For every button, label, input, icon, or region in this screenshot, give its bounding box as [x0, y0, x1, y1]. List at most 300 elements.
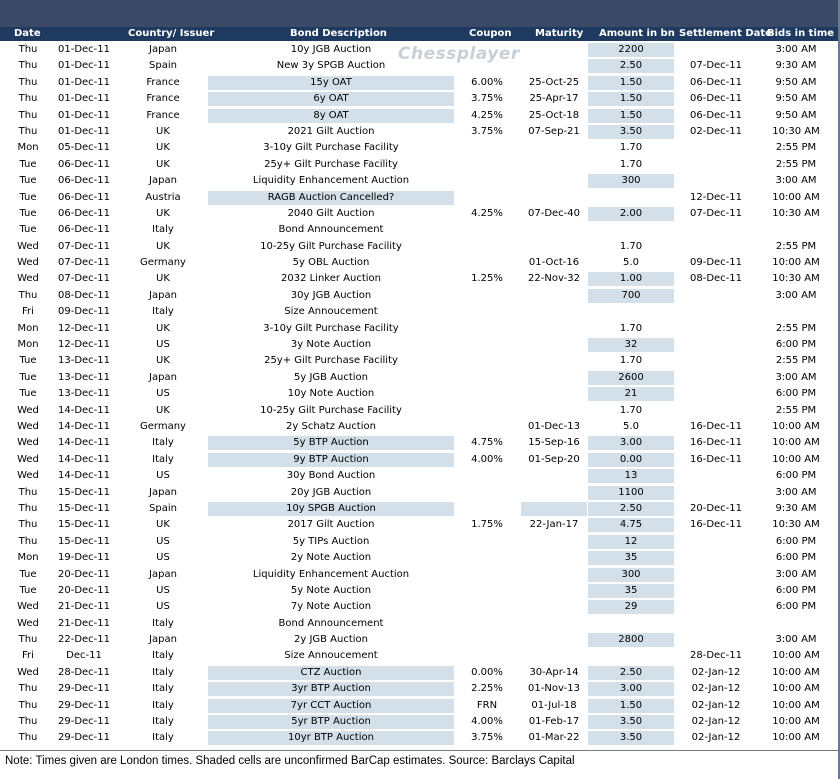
coupon-cell: 3.75% — [471, 93, 503, 105]
table-row — [0, 468, 840, 484]
description-cell: 5yr BTP Auction — [208, 715, 454, 729]
coupon-cell: 4.75% — [471, 437, 503, 449]
table-row — [0, 239, 840, 255]
date-cell: 01-Dec-11 — [57, 60, 111, 72]
time-cell: 10:00 AM — [772, 699, 820, 711]
coupon-cell: 3.75% — [471, 732, 503, 744]
table-row — [0, 632, 840, 648]
maturity-cell — [521, 404, 587, 418]
settlement-cell — [676, 568, 756, 582]
coupon-cell — [456, 502, 518, 516]
maturity-cell — [521, 141, 587, 155]
table-row — [0, 452, 840, 468]
top-bar — [0, 0, 840, 27]
country-cell: US — [156, 388, 170, 400]
time-cell: 2:55 PM — [775, 158, 817, 170]
table-row — [0, 108, 840, 124]
settlement-cell: 02-Dec-11 — [689, 125, 743, 137]
maturity-cell: 01-Jul-18 — [531, 699, 577, 711]
country-cell: UK — [156, 240, 170, 252]
country-cell: Italy — [152, 617, 174, 629]
time-cell — [758, 617, 834, 631]
time-cell: 2:55 PM — [775, 355, 817, 367]
date-cell: 19-Dec-11 — [57, 552, 111, 564]
description-cell: New 3y SPGB Auction — [276, 60, 386, 72]
date-cell: 14-Dec-11 — [57, 404, 111, 416]
table-row — [0, 353, 840, 369]
date-cell: 29-Dec-11 — [57, 732, 111, 744]
description-cell: 9y BTP Auction — [208, 453, 454, 467]
table-row — [0, 271, 840, 287]
day-cell: Mon — [17, 322, 39, 334]
header-coupon: Coupon — [469, 28, 512, 39]
country-cell: UK — [156, 207, 170, 219]
table-row — [0, 91, 840, 107]
maturity-cell: 01-Dec-13 — [527, 420, 581, 432]
maturity-cell: 25-Oct-25 — [528, 76, 580, 88]
amount-cell: 21 — [588, 387, 674, 401]
amount-cell: 3.50 — [588, 125, 674, 139]
description-cell: 20y JGB Auction — [290, 486, 372, 498]
settlement-cell — [676, 141, 756, 155]
country-cell: Italy — [152, 453, 174, 465]
table-row — [0, 419, 840, 435]
coupon-cell: 4.00% — [471, 453, 503, 465]
settlement-cell: 07-Dec-11 — [689, 60, 743, 72]
table-row — [0, 485, 840, 501]
settlement-cell: 16-Dec-11 — [689, 519, 743, 531]
settlement-cell — [676, 371, 756, 385]
table-row — [0, 435, 840, 451]
date-cell: 29-Dec-11 — [57, 683, 111, 695]
settlement-cell: 02-Jan-12 — [691, 716, 741, 728]
date-cell: 15-Dec-11 — [57, 486, 111, 498]
settlement-cell — [676, 223, 756, 237]
table-row — [0, 321, 840, 337]
table-header — [0, 27, 840, 41]
description-cell: 10yr BTP Auction — [208, 731, 454, 745]
coupon-cell — [456, 469, 518, 483]
country-cell: US — [156, 470, 170, 482]
time-cell: 2:55 PM — [775, 322, 817, 334]
day-cell: Tue — [19, 355, 37, 367]
description-cell: 7yr CCT Auction — [208, 699, 454, 713]
country-cell: Italy — [152, 650, 174, 662]
date-cell: 14-Dec-11 — [57, 437, 111, 449]
day-cell: Wed — [17, 470, 39, 482]
description-cell: 3-10y Gilt Purchase Facility — [263, 322, 399, 334]
amount-cell: 35 — [588, 584, 674, 598]
description-cell: 25y+ Gilt Purchase Facility — [264, 355, 398, 367]
coupon-cell — [456, 535, 518, 549]
date-cell: 06-Dec-11 — [57, 158, 111, 170]
description-cell: 10-25y Gilt Purchase Facility — [260, 404, 402, 416]
settlement-cell — [676, 600, 756, 614]
watermark: Chessplayer — [398, 44, 520, 64]
amount-cell: 3.50 — [588, 731, 674, 745]
settlement-cell — [676, 322, 756, 336]
description-cell: 5y Note Auction — [290, 584, 372, 596]
table-row — [0, 681, 840, 697]
date-cell: 01-Dec-11 — [57, 109, 111, 121]
description-cell: 3yr BTP Auction — [208, 682, 454, 696]
table-row — [0, 157, 840, 173]
time-cell: 2:55 PM — [775, 240, 817, 252]
maturity-cell — [521, 371, 587, 385]
settlement-cell — [676, 584, 756, 598]
day-cell: Wed — [17, 404, 39, 416]
time-cell: 10:00 AM — [772, 732, 820, 744]
country-cell: UK — [156, 142, 170, 154]
coupon-cell — [456, 322, 518, 336]
amount-cell: 1.70 — [619, 158, 643, 170]
country-cell: Japan — [149, 371, 177, 383]
settlement-cell — [676, 305, 756, 319]
country-cell: US — [156, 535, 170, 547]
settlement-cell: 20-Dec-11 — [689, 502, 743, 514]
date-cell: 20-Dec-11 — [57, 568, 111, 580]
coupon-cell — [456, 420, 518, 434]
coupon-cell: 4.25% — [471, 109, 503, 121]
description-cell: RAGB Auction Cancelled? — [208, 191, 454, 205]
date-cell: 28-Dec-11 — [57, 666, 111, 678]
settlement-cell: 16-Dec-11 — [689, 437, 743, 449]
table-row — [0, 206, 840, 222]
date-cell: 15-Dec-11 — [57, 519, 111, 531]
coupon-cell: 2.25% — [471, 683, 503, 695]
maturity-cell — [521, 289, 587, 303]
time-cell: 9:50 AM — [775, 93, 817, 105]
amount-cell: 1.70 — [619, 404, 643, 416]
time-cell: 3:00 AM — [775, 289, 817, 301]
coupon-cell — [456, 568, 518, 582]
day-cell: Wed — [17, 666, 39, 678]
amount-cell: 1.50 — [588, 92, 674, 106]
coupon-cell — [456, 240, 518, 254]
time-cell: 10:00 AM — [772, 420, 820, 432]
country-cell: Italy — [152, 437, 174, 449]
settlement-cell — [676, 240, 756, 254]
country-cell: Germany — [140, 257, 186, 269]
day-cell: Thu — [18, 519, 38, 531]
day-cell: Fri — [22, 306, 34, 318]
country-cell: Austria — [145, 191, 181, 203]
amount-cell: 1.70 — [619, 322, 643, 334]
day-cell: Wed — [17, 601, 39, 613]
time-cell: 10:30 AM — [772, 207, 820, 219]
maturity-cell — [521, 502, 587, 516]
header-date: Date — [14, 28, 41, 39]
amount-cell: 2.50 — [588, 666, 674, 680]
amount-cell: 13 — [588, 469, 674, 483]
time-cell: 6:00 PM — [775, 535, 817, 547]
coupon-cell: 3.75% — [471, 125, 503, 137]
table-row — [0, 173, 840, 189]
coupon-cell — [456, 649, 518, 663]
maturity-cell: 01-Nov-13 — [528, 683, 580, 695]
country-cell: Italy — [152, 224, 174, 236]
header-time: Bids in time — [767, 28, 835, 39]
amount-cell: 1.70 — [619, 142, 643, 154]
time-cell: 9:30 AM — [775, 60, 817, 72]
date-cell: 29-Dec-11 — [57, 699, 111, 711]
table-row — [0, 140, 840, 156]
maturity-cell — [521, 338, 587, 352]
country-cell: UK — [156, 158, 170, 170]
coupon-cell — [456, 338, 518, 352]
date-cell: 06-Dec-11 — [57, 224, 111, 236]
country-cell: UK — [156, 519, 170, 531]
day-cell: Mon — [17, 339, 39, 351]
day-cell: Tue — [19, 175, 37, 187]
maturity-cell: 07-Dec-40 — [527, 207, 581, 219]
table-bottom-rule — [0, 750, 840, 751]
table-row — [0, 550, 840, 566]
date-cell: Dec-11 — [66, 650, 102, 662]
date-cell: 13-Dec-11 — [57, 371, 111, 383]
description-cell: Size Annoucement — [284, 650, 378, 662]
maturity-cell: 07-Sep-21 — [528, 125, 580, 137]
coupon-cell — [456, 174, 518, 188]
day-cell: Tue — [19, 371, 37, 383]
table-row — [0, 714, 840, 730]
day-cell: Thu — [18, 683, 38, 695]
coupon-cell: 0.00% — [471, 666, 503, 678]
amount-cell — [588, 649, 674, 663]
settlement-cell — [676, 43, 756, 57]
maturity-cell — [521, 305, 587, 319]
amount-cell: 700 — [588, 289, 674, 303]
amount-cell: 2.00 — [588, 207, 674, 221]
date-cell: 07-Dec-11 — [57, 257, 111, 269]
country-cell: Germany — [140, 420, 186, 432]
time-cell: 10:30 AM — [772, 273, 820, 285]
table-row — [0, 567, 840, 583]
coupon-cell: 4.25% — [471, 207, 503, 219]
coupon-cell — [456, 141, 518, 155]
table-row — [0, 304, 840, 320]
time-cell: 10:00 AM — [772, 666, 820, 678]
description-cell: 2y JGB Auction — [293, 634, 369, 646]
amount-cell: 300 — [588, 174, 674, 188]
table-row — [0, 616, 840, 632]
description-cell: 2021 Gilt Auction — [287, 125, 375, 137]
settlement-cell: 02-Jan-12 — [691, 683, 741, 695]
header-maturity: Maturity — [535, 28, 584, 39]
day-cell: Thu — [18, 125, 38, 137]
maturity-cell: 01-Mar-22 — [528, 732, 580, 744]
country-cell: France — [146, 109, 180, 121]
country-cell: Spain — [149, 60, 177, 72]
time-cell: 10:00 AM — [772, 683, 820, 695]
settlement-cell — [676, 486, 756, 500]
description-cell: 3y Note Auction — [290, 339, 372, 351]
country-cell: Italy — [152, 666, 174, 678]
settlement-cell: 16-Dec-11 — [689, 420, 743, 432]
amount-cell: 1.50 — [588, 699, 674, 713]
description-cell: 5y BTP Auction — [208, 436, 454, 450]
description-cell: 2017 Gilt Auction — [287, 519, 375, 531]
maturity-cell: 22-Nov-32 — [528, 273, 580, 285]
description-cell: Liquidity Enhancement Auction — [252, 175, 410, 187]
country-cell: Italy — [152, 306, 174, 318]
coupon-cell — [456, 354, 518, 368]
settlement-cell: 16-Dec-11 — [689, 453, 743, 465]
maturity-cell — [521, 617, 587, 631]
time-cell: 3:00 AM — [775, 371, 817, 383]
country-cell: Japan — [149, 289, 177, 301]
date-cell: 01-Dec-11 — [57, 125, 111, 137]
date-cell: 01-Dec-11 — [57, 44, 111, 55]
maturity-cell — [521, 584, 587, 598]
time-cell: 2:55 PM — [775, 404, 817, 416]
date-cell: 20-Dec-11 — [57, 584, 111, 596]
time-cell: 6:00 PM — [775, 470, 817, 482]
settlement-cell: 02-Jan-12 — [691, 732, 741, 744]
time-cell: 6:00 PM — [775, 552, 817, 564]
country-cell: Italy — [152, 716, 174, 728]
time-cell: 9:30 AM — [775, 502, 817, 514]
settlement-cell: 02-Jan-12 — [691, 699, 741, 711]
country-cell: UK — [156, 125, 170, 137]
description-cell: Bond Announcement — [278, 224, 384, 236]
day-cell: Thu — [18, 502, 38, 514]
description-cell: 6y OAT — [208, 92, 454, 106]
time-cell — [758, 305, 834, 319]
table-row — [0, 370, 840, 386]
day-cell: Tue — [19, 584, 37, 596]
amount-cell — [588, 305, 674, 319]
table-row — [0, 255, 840, 271]
table-row — [0, 648, 840, 664]
coupon-cell — [456, 404, 518, 418]
settlement-cell — [676, 174, 756, 188]
time-cell: 10:30 AM — [772, 125, 820, 137]
time-cell: 10:00 AM — [772, 437, 820, 449]
time-cell: 10:00 AM — [772, 453, 820, 465]
description-cell: 2y Schatz Auction — [286, 420, 376, 432]
day-cell: Thu — [18, 699, 38, 711]
country-cell: UK — [156, 322, 170, 334]
settlement-cell — [676, 617, 756, 631]
maturity-cell — [521, 469, 587, 483]
coupon-cell — [456, 256, 518, 270]
amount-cell: 300 — [588, 568, 674, 582]
coupon-cell: 4.00% — [471, 716, 503, 728]
amount-cell: 2200 — [588, 43, 674, 57]
description-cell: 2y Note Auction — [290, 552, 372, 564]
settlement-cell — [676, 535, 756, 549]
table-row — [0, 288, 840, 304]
day-cell: Wed — [17, 437, 39, 449]
settlement-cell: 06-Dec-11 — [689, 93, 743, 105]
day-cell: Wed — [17, 420, 39, 432]
time-cell: 2:55 PM — [775, 142, 817, 154]
day-cell: Thu — [18, 76, 38, 88]
time-cell: 3:00 AM — [775, 175, 817, 187]
time-cell: 6:00 PM — [775, 601, 817, 613]
date-cell: 15-Dec-11 — [57, 502, 111, 514]
time-cell: 3:00 AM — [775, 568, 817, 580]
day-cell: Wed — [17, 617, 39, 629]
time-cell: 10:30 AM — [772, 519, 820, 531]
settlement-cell — [676, 158, 756, 172]
settlement-cell: 28-Dec-11 — [689, 650, 743, 662]
amount-cell: 1.70 — [619, 355, 643, 367]
country-cell: UK — [156, 404, 170, 416]
maturity-cell — [521, 600, 587, 614]
table-row — [0, 517, 840, 533]
date-cell: 14-Dec-11 — [57, 470, 111, 482]
description-cell: 10y SPGB Auction — [208, 502, 454, 516]
day-cell: Mon — [17, 142, 39, 154]
date-cell: 06-Dec-11 — [57, 191, 111, 203]
day-cell: Thu — [18, 60, 38, 72]
day-cell: Thu — [18, 109, 38, 121]
day-cell: Tue — [19, 568, 37, 580]
country-cell: UK — [156, 273, 170, 285]
maturity-cell — [521, 387, 587, 401]
maturity-cell — [521, 158, 587, 172]
date-cell: 12-Dec-11 — [57, 339, 111, 351]
maturity-cell: 25-Oct-18 — [528, 109, 580, 121]
settlement-cell: 06-Dec-11 — [689, 76, 743, 88]
description-cell: 30y Bond Auction — [286, 470, 376, 482]
amount-cell: 5.0 — [623, 257, 639, 269]
amount-cell: 1100 — [588, 486, 674, 500]
time-cell: 9:50 AM — [775, 76, 817, 88]
day-cell: Thu — [18, 535, 38, 547]
time-cell: 3:00 AM — [775, 486, 817, 498]
maturity-cell: 30-Apr-14 — [529, 666, 579, 678]
description-cell: 2040 Gilt Auction — [287, 207, 375, 219]
table-row — [0, 534, 840, 550]
day-cell: Tue — [19, 191, 37, 203]
country-cell: US — [156, 584, 170, 596]
table-row — [0, 124, 840, 140]
amount-cell: 1.50 — [588, 109, 674, 123]
coupon-cell — [456, 223, 518, 237]
day-cell: Thu — [18, 732, 38, 744]
description-cell: 5y TIPs Auction — [292, 535, 370, 547]
amount-cell: 35 — [588, 551, 674, 565]
maturity-cell — [521, 486, 587, 500]
table-row — [0, 730, 840, 746]
settlement-cell — [676, 354, 756, 368]
maturity-cell — [521, 551, 587, 565]
description-cell: Bond Announcement — [278, 617, 384, 629]
maturity-cell: 15-Sep-16 — [528, 437, 580, 449]
coupon-cell — [456, 633, 518, 647]
coupon-cell: 6.00% — [471, 76, 503, 88]
maturity-cell — [521, 240, 587, 254]
settlement-cell: 06-Dec-11 — [689, 109, 743, 121]
coupon-cell — [456, 191, 518, 205]
day-cell: Thu — [18, 44, 38, 55]
date-cell: 22-Dec-11 — [57, 634, 111, 646]
amount-cell: 1.00 — [588, 272, 674, 286]
time-cell: 3:00 AM — [775, 44, 817, 55]
footnote: Note: Times given are London times. Shaded cells are unconfirmed BarCap estimates. Source: Barclays Capital — [5, 755, 575, 767]
header-country: Country/ Issuer — [128, 28, 215, 39]
maturity-cell — [521, 633, 587, 647]
settlement-cell: 12-Dec-11 — [689, 191, 743, 203]
date-cell: 14-Dec-11 — [57, 453, 111, 465]
date-cell: 13-Dec-11 — [57, 388, 111, 400]
coupon-cell — [456, 158, 518, 172]
table-body — [0, 42, 840, 747]
coupon-cell — [456, 551, 518, 565]
